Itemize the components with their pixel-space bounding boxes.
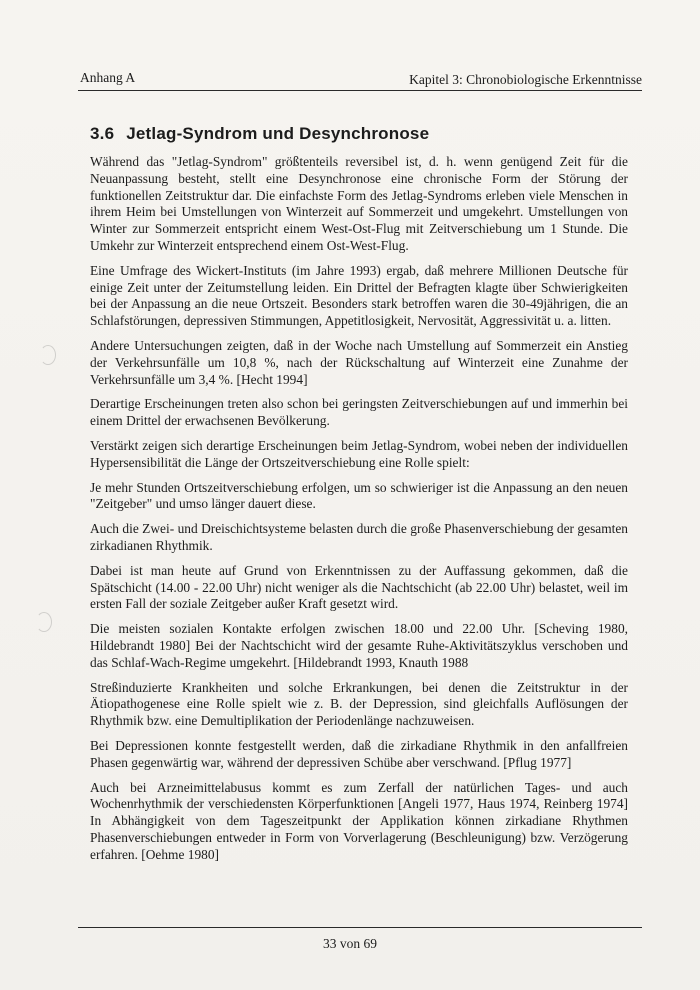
paragraph: Andere Untersuchungen zeigten, daß in der Woche nach Umstellung auf Sommerzeit ein Anstieg der Verkehrsunfälle um 10,8 %, nach der Rückschaltung auf Winterzeit eine Zunahme der Verkehrsunfälle um 3,4 %. [Hecht 1994] bbox=[90, 337, 628, 387]
section-number: 3.6 bbox=[90, 124, 115, 143]
punch-hole-mark bbox=[36, 612, 52, 632]
paragraph: Je mehr Stunden Ortszeitverschiebung erfolgen, um so schwieriger ist die Anpassung an den neuen "Zeitgeber" und umso länger dauert diese. bbox=[90, 479, 628, 512]
paragraph: Verstärkt zeigen sich derartige Erscheinungen beim Jetlag-Syndrom, wobei neben der individuellen Hypersensibilität die Länge der Ortszeitverschiebung eine Rolle spielt: bbox=[90, 437, 628, 470]
paragraph: Die meisten sozialen Kontakte erfolgen zwischen 18.00 und 22.00 Uhr. [Scheving 1980, Hildebrandt 1980] Bei der Nachtschicht wird der gesamte Ruhe-Aktivitätszyklus verschoben und das Schlaf-Wach-Regime umgekehrt. [Hildebrandt 1993, Knauth 1988 bbox=[90, 621, 628, 670]
header-appendix-label: Anhang A bbox=[80, 70, 136, 85]
paragraph: Derartige Erscheinungen treten also schon bei geringsten Zeitverschiebungen auf und immerhin bei einem Drittel der erwachsenen Bevölkerung. bbox=[90, 396, 628, 429]
punch-hole-mark bbox=[40, 345, 56, 365]
paragraph: Bei Depressionen konnte festgestellt werden, daß die zirkadiane Rhythmik in den anfallfreien Phasen gegenwärtig war, während der depressiven Schübe aber verschwand. [Pflug 1977] bbox=[90, 737, 628, 770]
body-text bbox=[90, 154, 628, 871]
paragraph: Streßinduzierte Krankheiten und solche Erkrankungen, bei denen die Zeitstruktur in der Ätiopathogenese eine Rolle spielt wie z. B. der Depression, sind gleichfalls Auflösungen der Rhythmik bzw. eine Demultiplikation der Periodenlänge nachzuweisen. bbox=[90, 679, 628, 729]
footer-divider bbox=[78, 927, 642, 928]
header-divider bbox=[78, 90, 642, 91]
section-title: Jetlag-Syndrom und Desynchronose bbox=[126, 124, 430, 143]
paragraph: Während das "Jetlag-Syndrom" größtenteils reversibel ist, d. h. wenn genügend Zeit für die Neuanpassung besteht, stellt eine Desynchronose eine chronische Form der Störung der funktionellen Zeitstruktur dar. Die einfachste Form des Jetlag-Syndroms erleben viele Menschen in ihrem Heim bei Umstellungen von Winterzeit auf Sommerzeit und umgekehrt. Umstellungen von Winter zur Sommerzeit entspricht einem West-Ost-Flug mit Zeitverschiebung um 1 Stunde. Die Umkehr zur Winterzeit entsprechend einem Ost-West-Flug. bbox=[90, 154, 628, 253]
page-number: 33 von 69 bbox=[323, 936, 377, 951]
header-chapter-title: Kapitel 3: Chronobiologische Erkenntnisse bbox=[409, 72, 642, 87]
paragraph: Auch die Zwei- und Dreischichtsysteme belasten durch die große Phasenverschiebung der gesamten zirkadianen Rhythmik. bbox=[90, 521, 628, 553]
section-heading bbox=[90, 124, 429, 144]
paragraph: Auch bei Arzneimittelabusus kommt es zum Zerfall der natürlichen Tages- und auch Wochenrhythmik der verschiedensten Körperfunktionen [Angeli 1977, Haus 1974, Reinberg 1974] In Abhängigkeit von dem Tageszeitpunkt der Applikation können zirkadiane Rhythmen Phasenverschiebungen entweder in Form von Vorverlagerung (Beschleunigung) bzw. Verzögerung erfahren. [Oehme 1980] bbox=[90, 779, 628, 862]
paragraph: Eine Umfrage des Wickert-Instituts (im Jahre 1993) ergab, daß mehrere Millionen Deutsche für einige Zeit unter der Zeitumstellung leiden. Ein Drittel der Befragten klagte über Schwierigkeiten bei der Anpassung an die neue Ortszeit. Besonders stark betroffen waren die 30-49jährigen, die an Schlafstörungen, depressiven Stimmungen, Appetitlosigkeit, Nervosität, Aggressivität u. a. litten. bbox=[90, 262, 628, 329]
paragraph: Dabei ist man heute auf Grund von Erkenntnissen zu der Auffassung gekommen, daß die Spätschicht (14.00 - 22.00 Uhr) nicht weniger als die Nachtschicht (ab 22.00 Uhr) belastet, weil im ersten Fall der soziale Zeitgeber außer Kraft gesetzt wird. bbox=[90, 562, 628, 612]
